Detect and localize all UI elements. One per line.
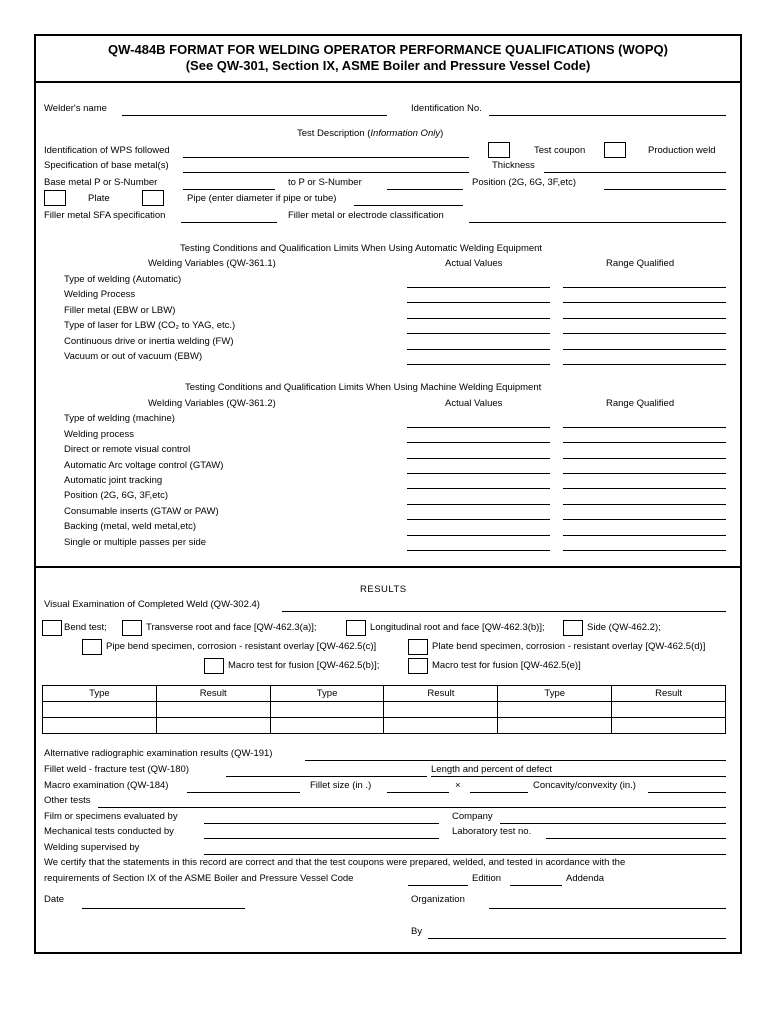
company-field[interactable]: [500, 823, 726, 824]
pipe-bend-label: Pipe bend specimen, corrosion - resistant overlay [QW-462.5(c)]: [106, 641, 377, 652]
pipe-label: Pipe (enter diameter if pipe or tube): [187, 193, 337, 204]
addenda-label: Addenda: [566, 873, 605, 884]
macro-exam-field[interactable]: [187, 792, 300, 793]
side-label: Side (QW-462.2);: [587, 622, 661, 633]
bend-test-label: Bend test;: [64, 622, 107, 633]
machine-actual-field[interactable]: [407, 458, 550, 459]
automatic-col-range: Range Qualified: [606, 258, 675, 269]
production-weld-checkbox[interactable]: [604, 142, 626, 158]
mechanical-tests-label: Mechanical tests conducted by: [44, 826, 174, 837]
base-metal-p-field[interactable]: [183, 189, 275, 190]
machine-range-field[interactable]: [563, 488, 726, 489]
by-label: By: [411, 926, 423, 937]
longitudinal-label: Longitudinal root and face [QW-462.3(b)];: [370, 622, 545, 633]
table-header: Result: [156, 686, 270, 702]
automatic-row-label: Type of laser for LBW (CO₂ to YAG, etc.): [64, 320, 236, 331]
test-description-heading: Test Description (Information Only): [297, 128, 444, 139]
supervised-by-label: Welding supervised by: [44, 842, 140, 853]
automatic-actual-field[interactable]: [407, 287, 550, 288]
automatic-row-label: Welding Process: [64, 289, 136, 300]
welders-name-field[interactable]: [122, 115, 387, 116]
automatic-actual-field[interactable]: [407, 364, 550, 365]
position-label: Position (2G, 6G, 3F,etc): [472, 177, 577, 188]
automatic-range-field[interactable]: [563, 302, 726, 303]
machine-row-label: Single or multiple passes per side: [64, 537, 207, 548]
results-table: [42, 685, 726, 734]
filler-sfa-label: Filler metal SFA specification: [44, 210, 166, 221]
concavity-field[interactable]: [648, 792, 726, 793]
table-cell[interactable]: [384, 702, 498, 718]
table-cell[interactable]: [612, 702, 726, 718]
automatic-col-variables: Welding Variables (QW-361.1): [148, 258, 276, 269]
machine-actual-field[interactable]: [407, 473, 550, 474]
radiographic-field[interactable]: [305, 760, 726, 761]
welders-name-label: Welder's name: [44, 103, 107, 114]
machine-col-range: Range Qualified: [606, 398, 675, 409]
by-field[interactable]: [428, 938, 726, 939]
identification-no-field[interactable]: [489, 115, 726, 116]
visual-exam-field[interactable]: [282, 611, 726, 612]
table-cell[interactable]: [43, 718, 157, 734]
machine-range-field[interactable]: [563, 550, 726, 551]
film-evaluated-label: Film or specimens evaluated by: [44, 811, 178, 822]
table-cell[interactable]: [612, 718, 726, 734]
table-cell[interactable]: [156, 718, 270, 734]
plate-bend-label: Plate bend specimen, corrosion - resistant overlay [QW-462.5(d)]: [432, 641, 706, 652]
automatic-row-label: Continuous drive or inertia welding (FW): [64, 336, 234, 347]
length-percent-label: Length and percent of defect: [431, 764, 552, 775]
plate-bend-checkbox[interactable]: [408, 639, 428, 655]
thickness-label: Thickness: [492, 160, 535, 171]
results-table-header-row: [43, 686, 726, 702]
fillet-fracture-label: Fillet weld - fracture test (QW-180): [44, 764, 190, 775]
form-title: QW-484B FORMAT FOR WELDING OPERATOR PERFORMANCE QUALIFICATIONS (WOPQ): [108, 42, 668, 57]
position-field[interactable]: [604, 189, 726, 190]
machine-heading: Testing Conditions and Qualification Limits When Using Machine Welding Equipment: [185, 382, 542, 393]
filler-sfa-field[interactable]: [181, 222, 277, 223]
certification-line2: requirements of Section IX of the ASME Boiler and Pressure Vessel Code: [44, 873, 354, 884]
automatic-col-actual: Actual Values: [445, 258, 503, 269]
pipe-bend-checkbox[interactable]: [82, 639, 102, 655]
results-divider: [34, 566, 742, 568]
longitudinal-checkbox[interactable]: [346, 620, 366, 636]
test-coupon-label: Test coupon: [534, 145, 586, 156]
filler-classification-field[interactable]: [469, 222, 726, 223]
certification-line1: We certify that the statements in this record are correct and that the test coupons were prepared, welded, and tested in acordance with the: [44, 857, 626, 868]
macro-e-label: Macro test for fusion [QW-462.5(e)]: [432, 660, 581, 671]
test-coupon-checkbox[interactable]: [488, 142, 510, 158]
spec-base-metal-label: Specification of base metal(s): [44, 160, 169, 171]
machine-row-label: Consumable inserts (GTAW or PAW): [64, 506, 219, 517]
macro-exam-label: Macro examination (QW-184): [44, 780, 169, 791]
mechanical-tests-field[interactable]: [204, 838, 439, 839]
machine-actual-field[interactable]: [407, 550, 550, 551]
pipe-diameter-field[interactable]: [354, 205, 463, 206]
automatic-actual-field[interactable]: [407, 333, 550, 334]
table-row: [43, 702, 726, 718]
radiographic-label: Alternative radiographic examination results (QW-191): [44, 748, 273, 759]
automatic-row-label: Filler metal (EBW or LBW): [64, 305, 176, 316]
plate-checkbox[interactable]: [44, 190, 66, 206]
automatic-range-field[interactable]: [563, 318, 726, 319]
machine-actual-field[interactable]: [407, 519, 550, 520]
machine-actual-field[interactable]: [407, 504, 550, 505]
automatic-range-field[interactable]: [563, 333, 726, 334]
machine-row-label: Backing (metal, weld metal,etc): [64, 521, 196, 532]
table-cell[interactable]: [384, 718, 498, 734]
machine-range-field[interactable]: [563, 473, 726, 474]
machine-range-field[interactable]: [563, 458, 726, 459]
transverse-checkbox[interactable]: [122, 620, 142, 636]
results-heading: RESULTS: [360, 584, 407, 595]
header-divider: [34, 81, 742, 83]
machine-range-field[interactable]: [563, 535, 726, 536]
addenda-field[interactable]: [510, 885, 562, 886]
lab-test-no-field[interactable]: [546, 838, 726, 839]
transverse-label: Transverse root and face [QW-462.3(a)];: [146, 622, 317, 633]
machine-row-label: Position (2G, 6G, 3F,etc): [64, 490, 169, 501]
date-label: Date: [44, 894, 65, 905]
fillet-size-field-1[interactable]: [387, 792, 449, 793]
machine-range-field[interactable]: [563, 519, 726, 520]
side-checkbox[interactable]: [563, 620, 583, 636]
fillet-size-field-2[interactable]: [470, 792, 528, 793]
table-header: Type: [498, 686, 612, 702]
edition-field[interactable]: [408, 885, 468, 886]
table-header: Result: [612, 686, 726, 702]
table-cell[interactable]: [498, 702, 612, 718]
automatic-range-field[interactable]: [563, 364, 726, 365]
machine-actual-field[interactable]: [407, 488, 550, 489]
automatic-actual-field[interactable]: [407, 349, 550, 350]
machine-col-variables: Welding Variables (QW-361.2): [148, 398, 276, 409]
machine-row-label: Automatic joint tracking: [64, 475, 163, 486]
table-header: Type: [43, 686, 157, 702]
other-tests-field[interactable]: [98, 807, 726, 808]
machine-row-label: Welding process: [64, 429, 135, 440]
machine-row-label: Type of welding (machine): [64, 413, 175, 424]
company-label: Company: [452, 811, 493, 822]
organization-label: Organization: [411, 894, 465, 905]
to-p-field[interactable]: [387, 189, 463, 190]
table-cell[interactable]: [156, 702, 270, 718]
filler-classification-label: Filler metal or electrode classification: [288, 210, 444, 221]
table-header: Type: [270, 686, 384, 702]
table-cell[interactable]: [498, 718, 612, 734]
machine-range-field[interactable]: [563, 442, 726, 443]
production-weld-label: Production weld: [648, 145, 716, 156]
bend-test-checkbox[interactable]: [42, 620, 62, 636]
spec-base-metal-field[interactable]: [183, 172, 469, 173]
pipe-checkbox[interactable]: [142, 190, 164, 206]
machine-range-field[interactable]: [563, 427, 726, 428]
wps-followed-label: Identification of WPS followed: [44, 145, 170, 156]
identification-no-label: Identification No.: [411, 103, 482, 114]
automatic-row-label: Type of welding (Automatic): [64, 274, 182, 285]
table-cell[interactable]: [270, 718, 384, 734]
visual-exam-label: Visual Examination of Completed Weld (QW-302.4): [44, 599, 260, 610]
machine-row-label: Automatic Arc voltage control (GTAW): [64, 460, 224, 471]
automatic-range-field[interactable]: [563, 287, 726, 288]
concavity-label: Concavity/convexity (in.): [533, 780, 636, 791]
machine-row-label: Direct or remote visual control: [64, 444, 191, 455]
macro-e-checkbox[interactable]: [408, 658, 428, 674]
thickness-field[interactable]: [544, 172, 726, 173]
table-cell[interactable]: [270, 702, 384, 718]
automatic-heading: Testing Conditions and Qualification Limits When Using Automatic Welding Equipment: [180, 243, 543, 254]
machine-actual-field[interactable]: [407, 535, 550, 536]
automatic-actual-field[interactable]: [407, 302, 550, 303]
fillet-fracture-field[interactable]: [226, 776, 427, 777]
edition-label: Edition: [472, 873, 502, 884]
automatic-actual-field[interactable]: [407, 318, 550, 319]
machine-actual-field[interactable]: [407, 427, 550, 428]
wps-followed-field[interactable]: [183, 157, 469, 158]
form-subtitle: (See QW-301, Section IX, ASME Boiler and Pressure Vessel Code): [185, 58, 591, 73]
macro-b-label: Macro test for fusion [QW-462.5(b)];: [228, 660, 380, 671]
base-metal-p-label: Base metal P or S-Number: [44, 177, 158, 188]
other-tests-label: Other tests: [44, 795, 91, 806]
fillet-size-label: Fillet size (in .): [310, 780, 372, 791]
machine-col-actual: Actual Values: [445, 398, 503, 409]
to-p-label: to P or S-Number: [288, 177, 362, 188]
supervised-by-field[interactable]: [204, 854, 726, 855]
macro-b-checkbox[interactable]: [204, 658, 224, 674]
times-symbol: ×: [455, 780, 461, 791]
table-cell[interactable]: [43, 702, 157, 718]
machine-range-field[interactable]: [563, 504, 726, 505]
automatic-row-label: Vacuum or out of vacuum (EBW): [64, 351, 203, 362]
machine-actual-field[interactable]: [407, 442, 550, 443]
table-header: Result: [384, 686, 498, 702]
table-row: [43, 718, 726, 734]
organization-field[interactable]: [489, 908, 726, 909]
lab-test-no-label: Laboratory test no.: [452, 826, 532, 837]
automatic-range-field[interactable]: [563, 349, 726, 350]
plate-label: Plate: [88, 193, 110, 204]
film-evaluated-field[interactable]: [204, 823, 439, 824]
length-percent-field[interactable]: [431, 776, 726, 777]
date-field[interactable]: [82, 908, 245, 909]
